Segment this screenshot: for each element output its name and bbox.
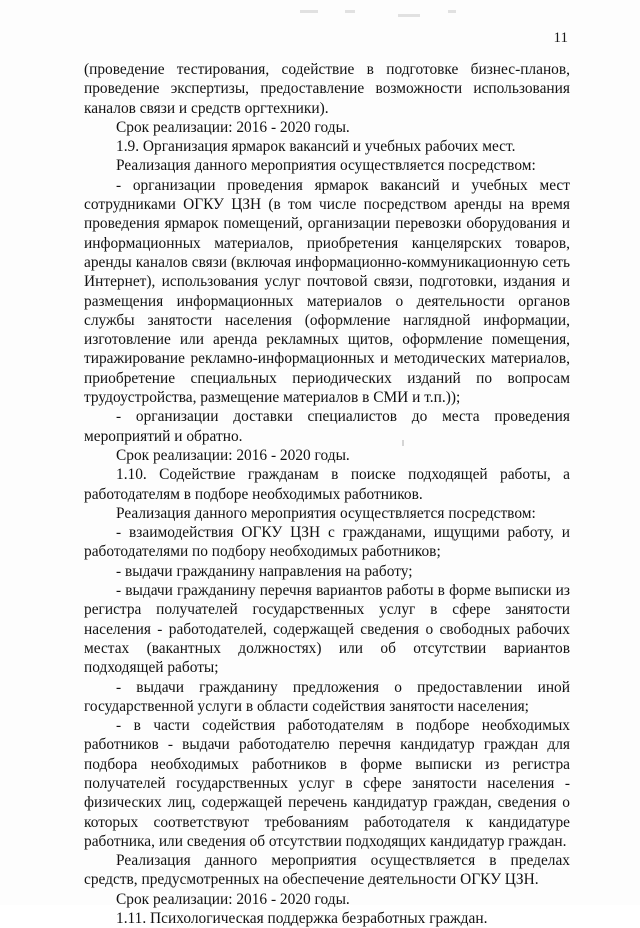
paragraph: 1.11. Психологическая поддержка безработных граждан. [116,910,488,928]
paragraph: (проведение тестирования, содействие в подготовке бизнес-планов, проведение экспертизы, предоставление возможности использования каналов связи и средств оргтехники). [84,61,570,117]
paragraph: Срок реализации: 2016 - 2020 годы. [116,118,350,136]
paragraph: 1.10. Содействие гражданам в поиске подходящей работы, а работодателям в подборе необходимых работников. [84,466,570,503]
paragraph: 1.9. Организация ярмарок вакансий и учебных рабочих мест. [116,138,516,156]
paragraph: Реализация данного мероприятия осуществляется посредством: [116,157,536,175]
scan-artifact [398,14,420,17]
document-body [84,60,570,928]
paragraph: - выдачи гражданину перечня вариантов работы в форме выписки из регистра получателей государственных услуг в сфере занятости населения - работодателей, содержащей сведения о свободных рабочих местах (вакантных должностях) или об отсутствии вариантов подходящей работы; [84,582,570,677]
paragraph: Реализация данного мероприятия осуществляется в пределах средств, предусмотренных на обеспечение деятельности ОГКУ ЦЗН. [84,852,570,889]
paragraph: - в части содействия работодателям в подборе необходимых работников - выдачи работодателю перечня кандидатур граждан для подбора необходимых работников в форме выписки из регистра получателей государственных услуг в сфере занятости населения - физических лиц, содержащей перечень кандидатур граждан, сведения о которых соответствуют требованиям работодателя к кандидатуре работника, или сведения об отсутствии подходящих кандидатур граждан. [84,717,570,850]
paragraph: - организации доставки специалистов до места проведения мероприятий и обратно. [84,408,570,445]
paragraph: Срок реализации: 2016 - 2020 годы. [116,446,350,464]
paragraph: - взаимодействия ОГКУ ЦЗН с гражданами, ищущими работу, и работодателями по подбору необходимых работников; [84,524,570,561]
paragraph: - выдачи гражданину направления на работу; [116,562,413,580]
page-number: 11 [553,30,568,46]
scan-artifact [345,10,355,13]
scan-artifact [448,10,456,13]
paragraph: Реализация данного мероприятия осуществляется посредством: [116,504,536,522]
paragraph: Срок реализации: 2016 - 2020 годы. [116,890,350,908]
paragraph: - организации проведения ярмарок вакансий и учебных мест сотрудниками ОГКУ ЦЗН (в том числе посредством аренды на время проведения ярмарок помещений, организации перевозки оборудования и информационных материалов, приобретения канцелярских товаров, аренды каналов связи (включая информационно-коммуникационную сеть Интернет), использования услуг почтовой связи, подготовки, издания и размещения информационных материалов о деятельности органов службы занятости населения (оформление наглядной информации, изготовление или аренда рекламных щитов, оформление помещения, тиражирование рекламно-информационных и методических материалов, приобретение специальных периодических изданий по вопросам трудоустройства, размещение материалов в СМИ и т.п.)); [84,176,570,407]
scan-artifact [300,10,318,13]
paragraph: - выдачи гражданину предложения о предоставлении иной государственной услуги в области содействия занятости населения; [84,678,570,715]
